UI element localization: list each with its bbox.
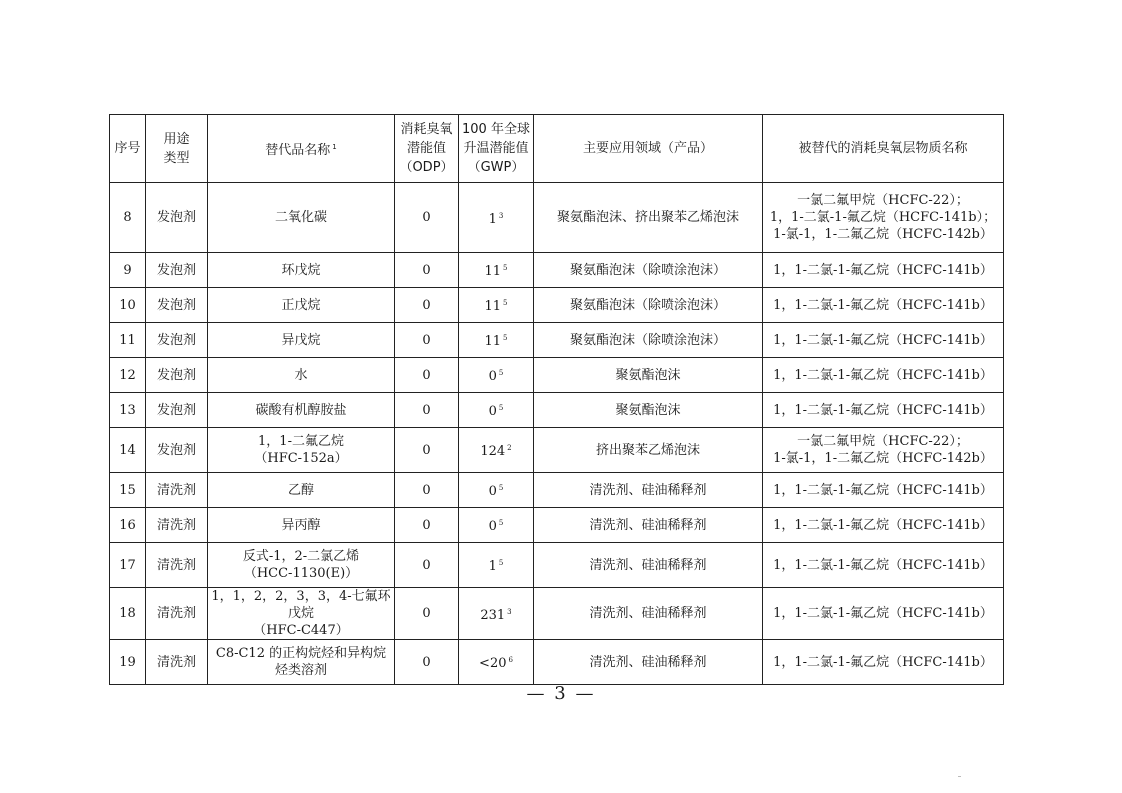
name-line: （HCC-1130(E)） [243, 566, 359, 581]
cell-application: 清洗剂、硅油稀释剂 [534, 543, 763, 588]
cell-gwp [459, 253, 534, 288]
gwp-value: <20 [479, 656, 507, 671]
cell-replaced [763, 473, 1004, 508]
cell-name [208, 640, 395, 685]
cell-index: 14 [110, 428, 146, 473]
cell-replaced [763, 588, 1004, 640]
table-row [110, 508, 1004, 543]
cell-gwp [459, 358, 534, 393]
cell-index: 18 [110, 588, 146, 640]
cell-replaced [763, 253, 1004, 288]
cell-name [208, 428, 395, 473]
gwp-footnote: 6 [508, 656, 513, 664]
gwp-value: 11 [484, 264, 502, 279]
cell-application: 聚氨酯泡沫（除喷涂泡沫） [534, 323, 763, 358]
name-line: 1，1，2，2，3，3，4-七氟环戊烷 [211, 589, 391, 621]
replaced-line: 1-氯-1，1-二氟乙烷（HCFC-142b） [773, 227, 993, 242]
replaced-line: 1，1-二氯-1-氟乙烷（HCFC-141b） [773, 654, 993, 670]
table-row [110, 253, 1004, 288]
cell-replaced [763, 508, 1004, 543]
cell-index: 19 [110, 640, 146, 685]
cell-replaced [763, 543, 1004, 588]
cell-category: 清洗剂 [146, 543, 208, 588]
header-application: 主要应用领域（产品） [534, 115, 763, 183]
gwp-footnote: 5 [503, 299, 508, 307]
cell-gwp [459, 473, 534, 508]
table-row [110, 640, 1004, 685]
replaced-line: 1，1-二氯-1-氟乙烷（HCFC-141b） [773, 402, 993, 418]
cell-name [208, 183, 395, 253]
cell-category: 清洗剂 [146, 473, 208, 508]
cell-replaced [763, 323, 1004, 358]
replaced-line: 1，1-二氯-1-氟乙烷（HCFC-141b） [773, 482, 993, 498]
cell-odp: 0 [395, 288, 459, 323]
cell-gwp [459, 183, 534, 253]
name-line: 水 [294, 367, 308, 383]
cell-category: 发泡剂 [146, 323, 208, 358]
header-name [208, 115, 395, 183]
table-row [110, 428, 1004, 473]
replaced-line: 1-氯-1，1-二氟乙烷（HCFC-142b） [773, 451, 993, 466]
name-line: 碳酸有机醇胺盐 [255, 402, 347, 418]
cell-odp: 0 [395, 640, 459, 685]
header-category [146, 115, 208, 183]
replaced-line: 1，1-二氯-1-氟乙烷（HCFC-141b） [773, 262, 993, 278]
table-body [110, 183, 1004, 685]
replaced-line: 一氯二氟甲烷（HCFC-22）； [797, 193, 969, 208]
cell-category: 发泡剂 [146, 358, 208, 393]
name-line: 1，1-二氟乙烷 [258, 434, 344, 449]
name-line: （HFC-152a） [254, 451, 348, 466]
gwp-value: 0 [488, 519, 497, 534]
cell-odp: 0 [395, 183, 459, 253]
cell-index: 16 [110, 508, 146, 543]
gwp-footnote: 5 [503, 334, 508, 342]
cell-index: 17 [110, 543, 146, 588]
replaced-line: 1，1-二氯-1-氟乙烷（HCFC-141b） [773, 332, 993, 348]
replaced-line: 1，1-二氯-1-氟乙烷（HCFC-141b） [773, 297, 993, 313]
name-line: C8-C12 的正构烷烃和异构烷 [215, 646, 387, 661]
cell-gwp [459, 588, 534, 640]
replaced-line: 1，1-二氯-1-氟乙烷（HCFC-141b） [773, 517, 993, 533]
cell-category: 清洗剂 [146, 640, 208, 685]
header-odp-line: （ODP） [399, 160, 454, 175]
header-replaced: 被替代的消耗臭氧层物质名称 [763, 115, 1004, 183]
cell-application: 聚氨酯泡沫（除喷涂泡沫） [534, 288, 763, 323]
replaced-line: 1，1-二氯-1-氟乙烷（HCFC-141b） [773, 367, 993, 383]
header-gwp-line: 100 年全球 [462, 122, 530, 137]
cell-replaced [763, 288, 1004, 323]
name-line: 反式-1，2-二氯乙烯 [242, 549, 360, 564]
cell-gwp [459, 323, 534, 358]
cell-name [208, 393, 395, 428]
cell-application: 清洗剂、硅油稀释剂 [534, 588, 763, 640]
cell-replaced [763, 640, 1004, 685]
name-line: 正戊烷 [281, 297, 321, 313]
cell-replaced [763, 358, 1004, 393]
table-row [110, 288, 1004, 323]
cell-category: 发泡剂 [146, 288, 208, 323]
replaced-line: 1，1-二氯-1-氟乙烷（HCFC-141b） [773, 557, 993, 573]
name-line: （HFC-C447） [253, 623, 349, 638]
gwp-footnote: 2 [507, 444, 512, 452]
header-odp-line: 消耗臭氧 [400, 122, 453, 137]
cell-odp: 0 [395, 323, 459, 358]
name-line: 乙醇 [287, 482, 314, 498]
cell-application: 清洗剂、硅油稀释剂 [534, 473, 763, 508]
cell-replaced [763, 428, 1004, 473]
header-odp-line: 潜能值 [406, 141, 446, 156]
cell-application: 聚氨酯泡沫、挤出聚苯乙烯泡沫 [534, 183, 763, 253]
cell-category: 发泡剂 [146, 253, 208, 288]
cell-gwp [459, 640, 534, 685]
cell-application: 清洗剂、硅油稀释剂 [534, 508, 763, 543]
gwp-value: 124 [480, 444, 506, 459]
gwp-footnote: 3 [498, 211, 504, 220]
header-category-line: 用途 [163, 131, 190, 147]
cell-odp: 0 [395, 588, 459, 640]
cell-replaced [763, 393, 1004, 428]
cell-odp: 0 [395, 543, 459, 588]
cell-odp: 0 [395, 473, 459, 508]
replaced-line: 1，1-二氯-1-氟乙烷（HCFC-141b） [773, 606, 993, 621]
cell-odp: 0 [395, 393, 459, 428]
gwp-footnote: 3 [507, 607, 512, 616]
cell-name [208, 323, 395, 358]
cell-gwp [459, 428, 534, 473]
gwp-value: 0 [488, 369, 497, 384]
cell-index: 11 [110, 323, 146, 358]
cell-category: 清洗剂 [146, 588, 208, 640]
name-line: 环戊烷 [281, 262, 321, 278]
table-row [110, 543, 1004, 588]
cell-gwp [459, 393, 534, 428]
gwp-footnote: 5 [503, 264, 508, 272]
table-row [110, 473, 1004, 508]
cell-odp: 0 [395, 358, 459, 393]
cell-application: 聚氨酯泡沫（除喷涂泡沫） [534, 253, 763, 288]
gwp-footnote: 5 [498, 404, 504, 412]
replaced-line: 一氯二氟甲烷（HCFC-22）； [797, 434, 969, 449]
header-index: 序号 [110, 115, 146, 183]
gwp-value: 11 [484, 299, 502, 314]
cell-application: 挤出聚苯乙烯泡沫 [534, 428, 763, 473]
cell-gwp [459, 543, 534, 588]
name-line: 异戊烷 [281, 332, 321, 348]
table-row [110, 323, 1004, 358]
replaced-line: 1，1-二氯-1-氟乙烷（HCFC-141b）； [769, 210, 997, 225]
table-row [110, 358, 1004, 393]
page-number: — 3 — [526, 683, 596, 704]
cell-gwp [459, 288, 534, 323]
cell-name [208, 358, 395, 393]
cell-application: 清洗剂、硅油稀释剂 [534, 640, 763, 685]
cell-category: 清洗剂 [146, 508, 208, 543]
cell-index: 12 [110, 358, 146, 393]
cell-index: 8 [110, 183, 146, 253]
gwp-value: 0 [488, 484, 497, 499]
cell-application: 聚氨酯泡沫 [534, 393, 763, 428]
header-name-text: 替代品名称 [265, 142, 331, 158]
header-category-line: 类型 [163, 150, 190, 166]
table-row [110, 393, 1004, 428]
gwp-value: 11 [484, 334, 502, 349]
cell-name [208, 288, 395, 323]
cell-category: 发泡剂 [146, 428, 208, 473]
cell-name [208, 588, 395, 640]
cell-name [208, 253, 395, 288]
name-line: 异丙醇 [281, 517, 321, 533]
header-odp [395, 115, 459, 183]
cell-odp: 0 [395, 253, 459, 288]
table-row [110, 183, 1004, 253]
substitutes-table [109, 114, 1004, 685]
cell-category: 发泡剂 [146, 183, 208, 253]
gwp-footnote: 5 [498, 559, 504, 567]
gwp-value: 231 [480, 607, 506, 623]
header-gwp-line: （GWP） [467, 160, 525, 175]
cell-application: 聚氨酯泡沫 [534, 358, 763, 393]
cell-odp: 0 [395, 428, 459, 473]
scan-mark [958, 776, 961, 777]
cell-index: 9 [110, 253, 146, 288]
gwp-value: 1 [488, 559, 497, 574]
gwp-value: 0 [488, 404, 497, 419]
gwp-footnote: 5 [498, 369, 504, 377]
cell-index: 10 [110, 288, 146, 323]
header-row [110, 115, 1004, 183]
cell-name [208, 508, 395, 543]
cell-gwp [459, 508, 534, 543]
gwp-footnote: 5 [498, 519, 504, 527]
table-row [110, 588, 1004, 640]
cell-name [208, 543, 395, 588]
name-line: 烃类溶剂 [274, 663, 327, 678]
cell-name [208, 473, 395, 508]
cell-replaced [763, 183, 1004, 253]
cell-index: 13 [110, 393, 146, 428]
cell-index: 15 [110, 473, 146, 508]
gwp-value: 1 [488, 211, 497, 227]
name-line: 二氧化碳 [274, 210, 327, 225]
header-gwp-line: 升温潜能值 [463, 141, 529, 156]
gwp-footnote: 5 [498, 484, 504, 492]
cell-odp: 0 [395, 508, 459, 543]
header-gwp [459, 115, 534, 183]
cell-category: 发泡剂 [146, 393, 208, 428]
header-name-footnote: 1 [332, 142, 337, 151]
